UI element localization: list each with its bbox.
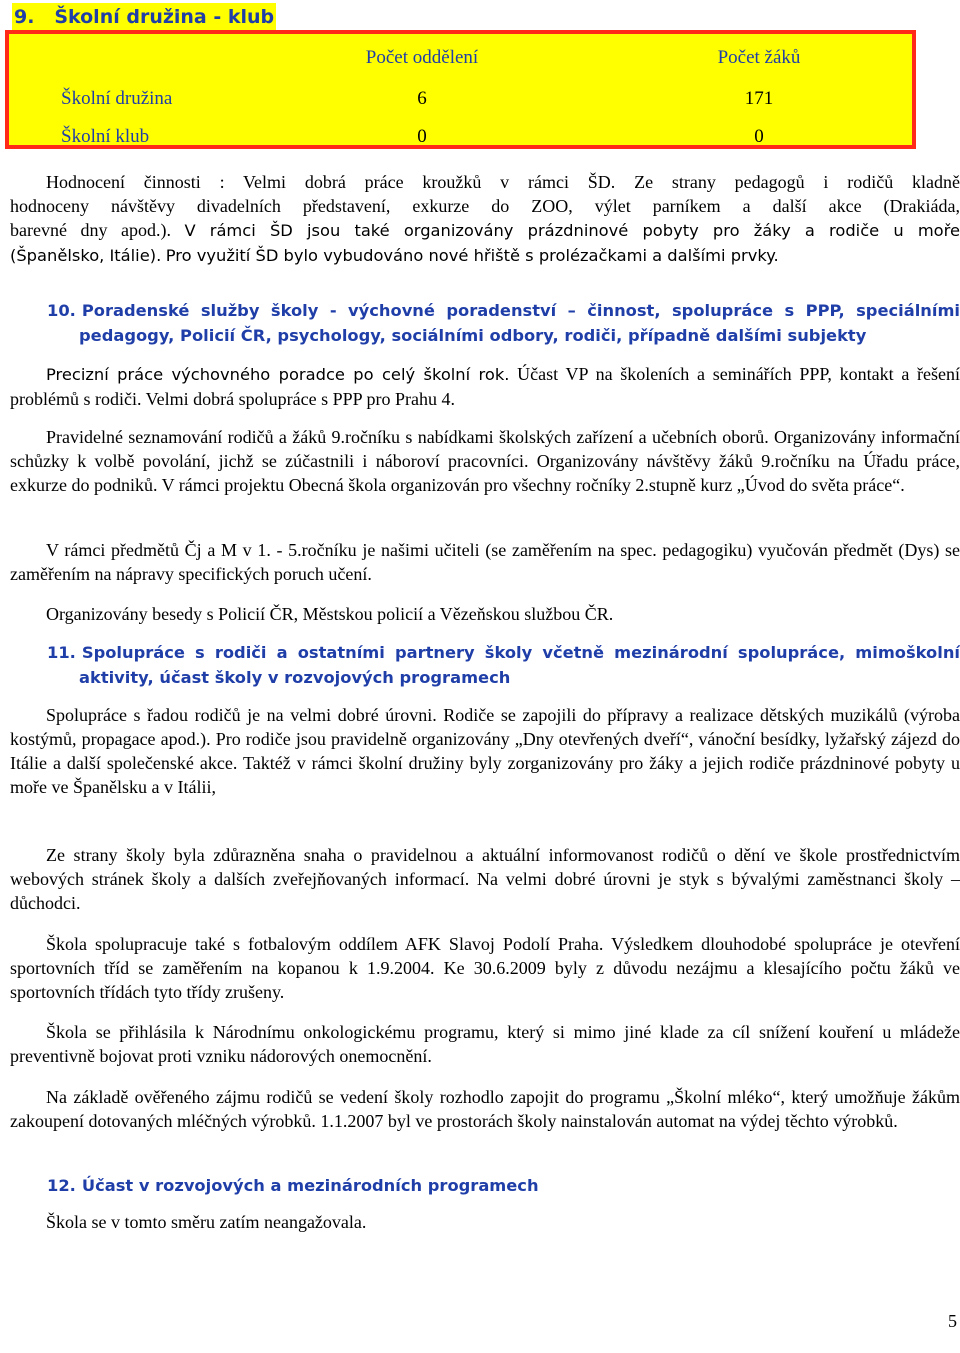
section-11-paragraph-1: Spolupráce s řadou rodičů je na velmi dobré úrovni. Rodiče se zapojili do přípravy a realizace dětských muzikálů (výroba kostýmů, propagace apod.). Pro rodiče jsou pravidelně organizovány „Dny otevřených dveří“, vánoční besídky, lyžařský zájezd do Itálie a další společenské akce. Taktéž v rámci školní družiny byly zorganizovány pro žáky a jejich rodiče prázdninové pobyty u moře ve Španělsku a v Itálii, xyxy=(10,705,960,797)
row-label: Školní klub xyxy=(61,126,150,147)
section-10-number: 10. xyxy=(47,301,76,320)
column-header-pupils: Počet žáků xyxy=(717,47,801,68)
column-header-departments: Počet oddělení xyxy=(365,47,479,68)
table-row xyxy=(9,126,912,154)
row-label: Školní družina xyxy=(61,88,173,109)
section-10-paragraph-1: Precizní práce výchovného poradce po celý školní rok. Účast VP na školeních a seminářích PPP, kontakt a řešení problémů s rodiči. Velmi dobrá spolupráce s PPP pro Prahu 4. xyxy=(10,364,960,409)
section-12-title: Účast v rozvojových a mezinárodních programech xyxy=(81,1176,539,1195)
section-11-title-line-1: Spolupráce s rodiči a ostatními partnery školy včetně mezinárodní spolupráce, mimoškolní xyxy=(81,643,960,662)
paragraph-line: (Španělsko, Itálie). Pro využití ŠD bylo vybudováno nové hřiště s prolézačkami a dalšími prvky. xyxy=(10,246,779,265)
section-9-heading xyxy=(12,3,276,31)
departments-cell: 0 xyxy=(417,126,427,147)
section-10-paragraph-3: V rámci předmětů Čj a M v 1. - 5.ročníku je našimi učiteli (se zaměřením na spec. pedagogiku) vyučován předmět (Dys) se zaměřením na nápravy specifických poruch učení. xyxy=(10,540,960,584)
paragraph-line: Hodnocení činnosti : Velmi dobrá práce kroužků v rámci ŠD. Ze strany pedagogů i rodičů kladně xyxy=(46,172,960,192)
departments-cell: 6 xyxy=(417,88,427,109)
section-12-heading xyxy=(47,1173,960,1198)
section-10-heading xyxy=(47,298,960,348)
paragraph-line: barevné dny apod.). V rámci ŠD jsou také organizovány prázdninové pobyty pro žáky a rodiče u moře xyxy=(10,220,960,240)
pupils-cell: 0 xyxy=(754,126,764,147)
section-9-title: Školní družina - klub xyxy=(54,6,275,28)
section-11-number: 11. xyxy=(47,643,76,662)
table-row xyxy=(9,88,912,116)
section-12-paragraph-1: Škola se v tomto směru zatím neangažovala. xyxy=(46,1212,367,1232)
section-11-paragraph-3: Škola spolupracuje také s fotbalovým oddílem AFK Slavoj Podolí Praha. Výsledkem dlouhodobé spolupráce je otevření sportovních tříd se zaměřením na kopanou k 1.9.2004. Ke 30.6.2009 byly z důvodu nezájmu a klesajícího počtu žáků ve sportovních třídách tyto třídy zrušeny. xyxy=(10,934,960,1002)
after-school-club-table xyxy=(5,30,916,149)
section-10-title-line-2: pedagogy, Policií ČR, psychology, sociálními odbory, rodiči, případně dalšími subjekty xyxy=(79,326,867,345)
section-11-title-line-2: aktivity, účast školy v rozvojových programech xyxy=(79,668,511,687)
section-10-paragraph-2: Pravidelné seznamování rodičů a žáků 9.ročníku s nabídkami školských zařízení a učebních oborů. Organizovány informační schůzky k volbě povolání, jichž se zúčastnili i náboroví pracovníci. Organizovány návštěvy žáků 9.ročníku na Úřadu práce, exkurze do podniků. V rámci projektu Obecná škola organizován pro všechny ročníky 2.stupně kurz „Úvod do světa práce“. xyxy=(10,427,960,495)
section-10-title-line-1: Poradenské služby školy - výchovné poradenství – činnost, spolupráce s PPP, speciálními xyxy=(81,301,960,320)
section-11-paragraph-5: Na základě ověřeného zájmu rodičů se vedení školy rozhodlo zapojit do programu „Školní mléko“, který umožňuje žákům zakoupení dotovaných mléčných výrobků. 1.1.2007 byl ve prostorách školy nainstalován automat na výdej těchto výrobků. xyxy=(10,1087,960,1131)
section-10-paragraph-4: Organizovány besedy s Policií ČR, Městskou policií a Vězeňskou službou ČR. xyxy=(46,604,614,624)
section-11-paragraph-4: Škola se přihlásila k Národnímu onkologickému programu, který si mimo jiné klade za cíl snížení kouření u mládeže preventivně bojovat proti vzniku nádorových onemocnění. xyxy=(10,1022,960,1066)
section-11-paragraph-2: Ze strany školy byla zdůrazněna snaha o pravidelnou a aktuální informovanost rodičů o dění ve škole prostřednictvím webových stránek školy a dalších zveřejňovaných informací. Na velmi dobré úrovni je styk s bývalými zaměstnanci školy – důchodci. xyxy=(10,845,960,913)
paragraph-line: hodnoceny návštěvy divadelních představení, exkurze do ZOO, výlet parníkem a další akce (Drakiáda, xyxy=(10,196,960,216)
page-number: 5 xyxy=(948,1311,957,1331)
section-9-number: 9. xyxy=(14,6,35,28)
section-12-number: 12. xyxy=(47,1176,76,1195)
section-11-heading xyxy=(47,640,960,690)
table-header-row xyxy=(9,47,912,75)
section-9-paragraph xyxy=(10,170,960,268)
pupils-cell: 171 xyxy=(744,88,774,109)
